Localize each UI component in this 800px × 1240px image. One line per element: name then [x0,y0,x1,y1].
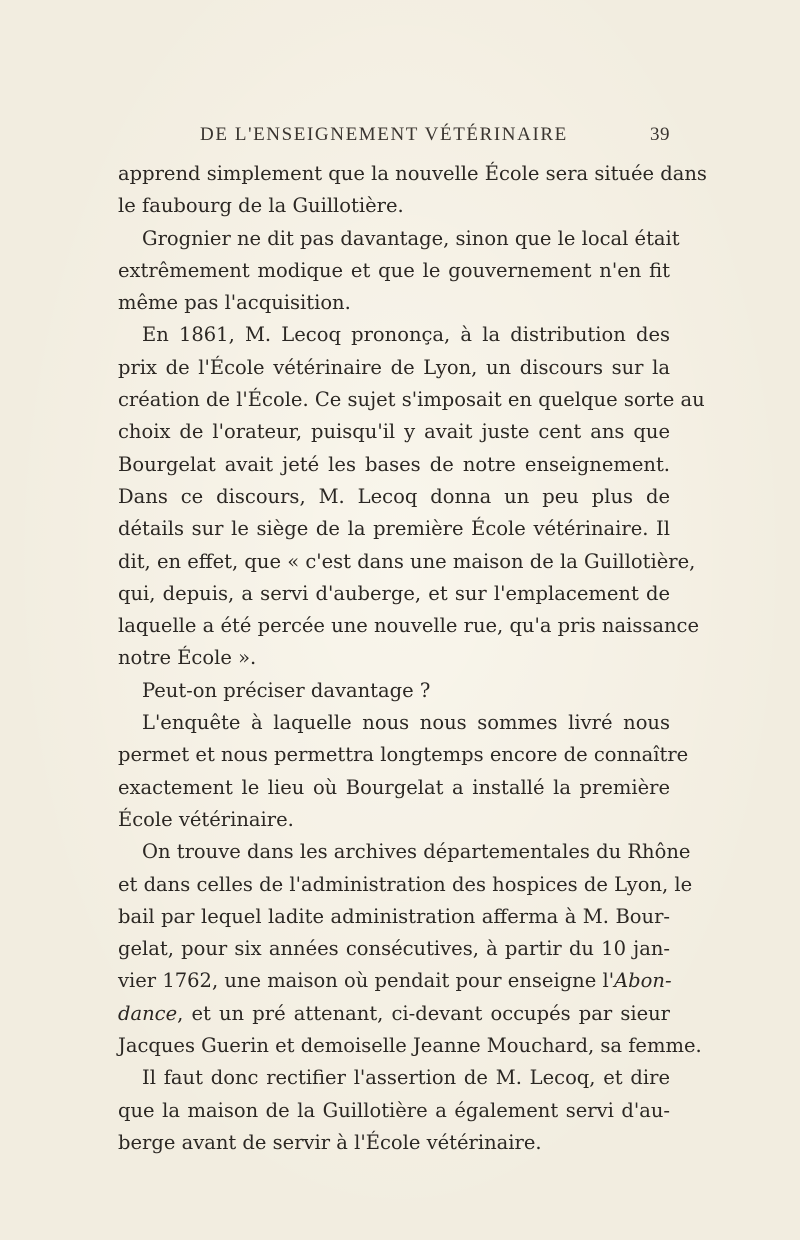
text-segment: vier 1762, une maison où pendait pour enseigne l' [118,969,615,993]
page-number: 39 [650,124,670,145]
text-line: le faubourg de la Guillotière. [118,194,404,218]
text-line: gelat, pour six années consécutives, à partir du 10 jan- [118,937,670,961]
text-line: Peut-on préciser davantage ? [142,678,431,702]
text-line: et dans celles de l'administration des hospices de Lyon, le [118,872,693,896]
text-line: exactement le lieu où Bourgelat a installé la première [118,775,670,799]
text-line: prix de l'École vétérinaire de Lyon, un discours sur la [118,355,670,379]
text-line: Dans ce discours, M. Lecoq donna un peu plus de [118,484,670,508]
text-line: Bourgelat avait jeté les bases de notre enseignement. [118,452,670,476]
text-line [118,998,670,1030]
italic-segment: dance [118,1001,178,1025]
text-line: laquelle a été percée une nouvelle rue, qu'a pris naissance [118,614,699,638]
text-line: apprend simplement que la nouvelle École sera située dans [118,162,707,185]
italic-segment: Abon- [614,969,672,993]
text-line: choix de l'orateur, puisqu'il y avait juste cent ans que [118,420,670,444]
text-line: dit, en effet, que « c'est dans une maison de la Guillotière, [118,549,696,573]
text-line: qui, depuis, a servi d'auberge, et sur l'emplacement de [118,581,670,605]
body-text [118,158,707,1159]
text-line: École vétérinaire. [118,807,294,831]
text-line: L'enquête à laquelle nous nous sommes livré nous [142,711,670,735]
text-line: permet et nous permettra longtemps encore de connaître [118,743,689,767]
text-line: création de l'École. Ce sujet s'imposait en quelque sorte au [118,388,705,412]
text-segment: , et un pré attenant, ci-devant occupés par sieur [177,1001,670,1025]
text-line: On trouve dans les archives départementales du Rhône [142,840,691,864]
text-line: notre École ». [118,646,257,670]
text-line: Il faut donc rectifier l'assertion de M. Lecoq, et dire [142,1066,670,1090]
text-line: berge avant de servir à l'École vétérinaire. [118,1130,542,1154]
text-line: En 1861, M. Lecoq prononça, à la distribution des [142,323,670,347]
running-head [200,124,670,148]
text-line: bail par lequel ladite administration afferma à M. Bour- [118,904,670,928]
text-line [118,965,670,997]
text-line: que la maison de la Guillotière a également servi d'au- [118,1098,670,1122]
text-line: détails sur le siège de la première École vétérinaire. Il [118,517,670,541]
text-line: extrêmement modique et que le gouvernement n'en fit [118,258,670,282]
text-line: Jacques Guerin et demoiselle Jeanne Mouchard, sa femme. [118,1034,702,1058]
text-line: Grognier ne dit pas davantage, sinon que le local était [142,226,680,250]
text-line: même pas l'acquisition. [118,291,351,315]
running-title: DE L'ENSEIGNEMENT VÉTÉRINAIRE [200,124,568,145]
